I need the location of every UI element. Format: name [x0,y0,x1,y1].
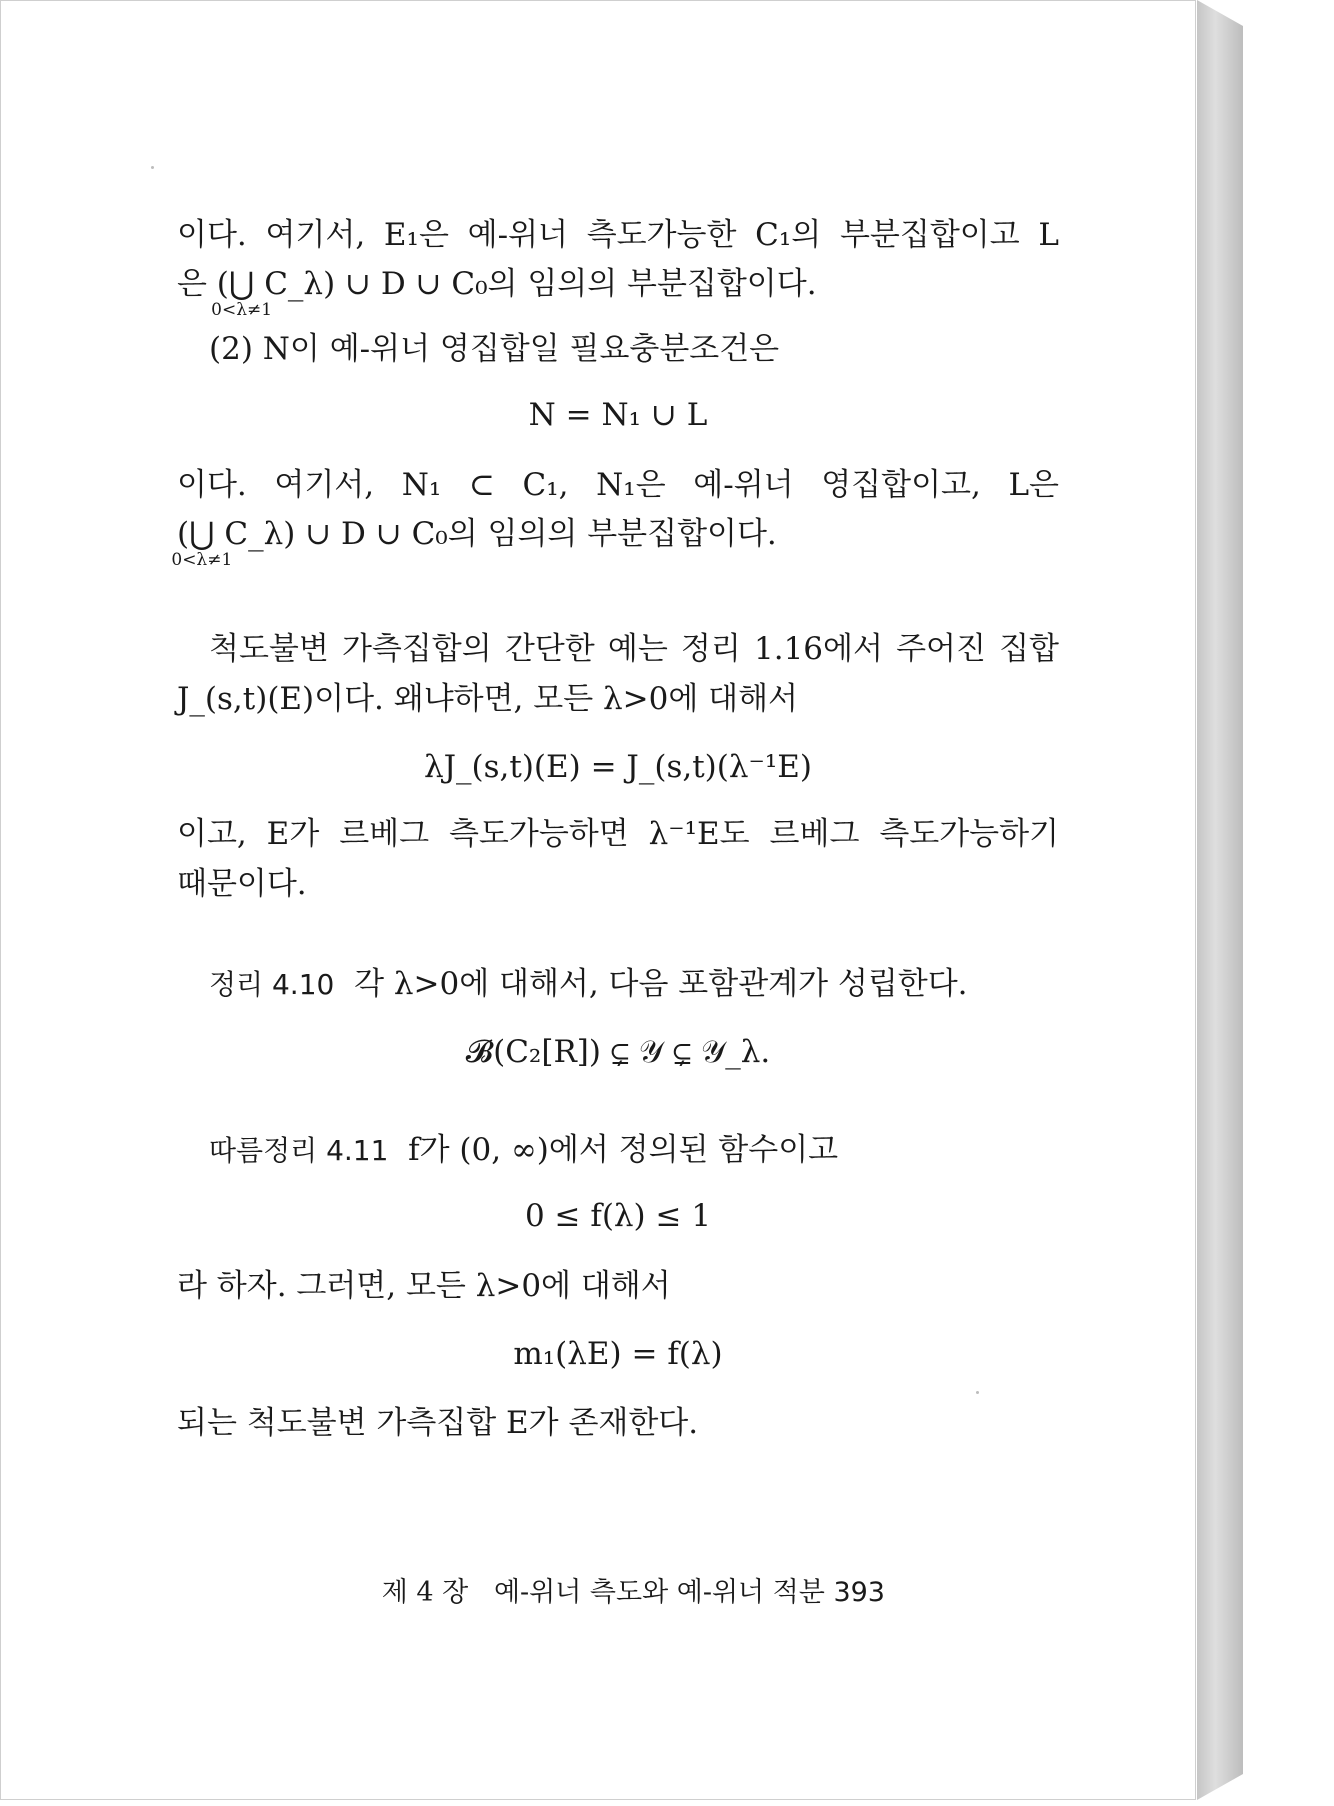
corollary-statement [209,1129,1059,1172]
corollary-line3: 되는 척도불변 가측집합 E가 존재한다. [177,1405,699,1441]
item2-equation: N = N₁ ∪ L [528,397,708,433]
theorem-label: 정리 4.10 [209,968,335,1001]
theorem-text: 각 λ>0에 대해서, 다음 포함관계가 성립한다. [354,966,968,1002]
union-index: 0<λ≠1 [211,300,273,320]
theorem-equation: 𝓑(C₂[R]) ⊊ 𝒴 ⊊ 𝒴_λ. [465,1034,771,1070]
item2-after-line1: 이다. 여기서, N₁ ⊂ C₁, N₁은 예-위너 영집합이고, L은 [177,467,1059,503]
corollary-label: 따름정리 4.11 [209,1134,389,1167]
open-paren: ( [177,516,190,552]
corollary-equation2: m₁(λE) = f(λ) [513,1336,723,1372]
item2-text: N이 예-위너 영집합일 필요충분조건은 [262,331,780,367]
scan-speck [976,1391,979,1394]
paragraph1-line1: 이다. 여기서, E₁은 예-위너 측도가능한 C₁의 부분집합이고 L [177,217,1059,253]
footer-title: 예-위너 측도와 예-위너 적분 [493,1577,825,1608]
theorem-statement [209,963,1059,1006]
paragraph1-line2-prefix: 은 ( [177,266,229,302]
union-operator [171,513,233,570]
item2-label: (2) [209,331,253,367]
paragraph2-line4: 때문이다. [177,866,307,902]
page-number: 393 [833,1577,885,1608]
item2-after-line2-rest: C_λ) ∪ D ∪ C₀의 임의의 부분집합이다. [224,516,777,552]
union-index: 0<λ≠1 [171,550,233,570]
paragraph2-line2: J_(s,t)(E)이다. 왜냐하면, 모든 λ>0에 대해서 [177,681,798,717]
item2-after-line2 [171,513,1059,570]
corollary-text: f가 (0, ∞)에서 정의된 함수이고 [408,1132,839,1168]
union-symbol: ⋃ [189,516,215,552]
union-operator [211,263,273,320]
paragraph2-line1: 척도불변 가측집합의 간단한 예는 정리 1.16에서 주어진 집합 [209,631,1059,667]
footer-chapter: 제 4 장 [381,1577,469,1608]
paragraph1-line2-rest: C_λ) ∪ D ∪ C₀의 임의의 부분집합이다. [264,266,817,302]
scan-speck [151,166,154,169]
paragraph1-line2 [177,263,1059,320]
book-spine-edge [1197,0,1243,1800]
union-symbol: ⋃ [228,266,255,302]
corollary-line2: 라 하자. 그러면, 모든 λ>0에 대해서 [177,1268,671,1304]
page-footer [382,1570,885,1609]
corollary-equation1: 0 ≤ f(λ) ≤ 1 [524,1198,712,1234]
paragraph2-equation: λJ_(s,t)(E) = J_(s,t)(λ⁻¹E) [423,749,813,785]
paragraph2-line3: 이고, E가 르베그 측도가능하면 λ⁻¹E도 르베그 측도가능하기 [177,816,1059,852]
item2-statement [209,328,1059,370]
